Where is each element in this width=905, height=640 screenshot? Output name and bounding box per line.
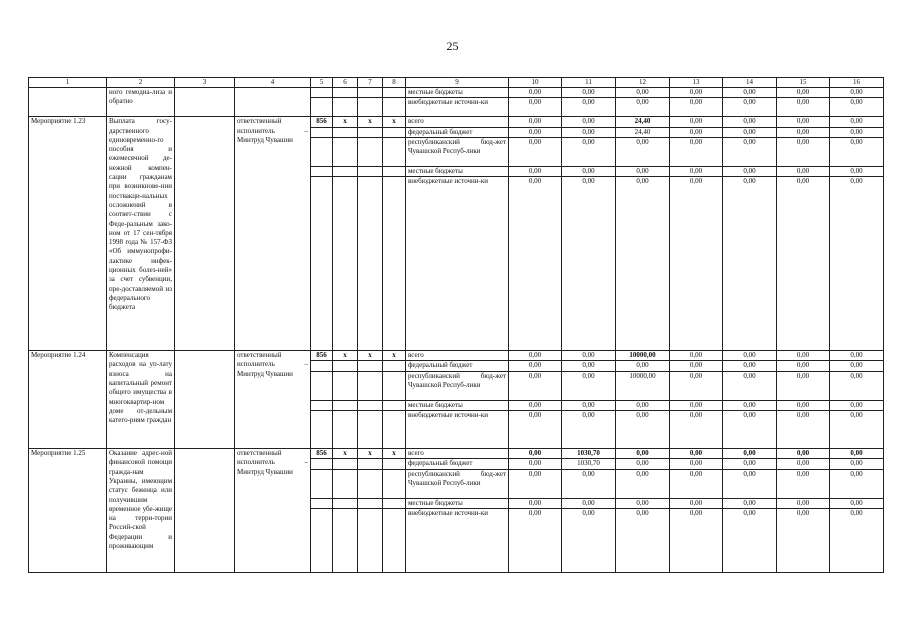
code-cell (383, 400, 406, 410)
value-cell: 0,00 (562, 400, 616, 410)
value-cell: 0,00 (616, 459, 670, 469)
value-cell: 0,00 (830, 88, 884, 98)
value-cell: 1030,70 (562, 449, 616, 459)
measure-description: Оказание адрес-ной финансовой помощи гражда-нам Украины, имеющим статус беженца или получившим временное убе-жище на терри-тории Россий-ской Федерации и проживающим (107, 449, 175, 573)
empty-cell (175, 449, 235, 573)
column-header: 5 (311, 78, 333, 88)
code-cell (358, 361, 383, 371)
value-cell: 0,00 (562, 361, 616, 371)
funding-source: республиканский бюд-жет Чувашской Респуб-лики (406, 371, 509, 400)
value-cell: 0,00 (670, 469, 723, 498)
funding-source: республиканский бюд-жет Чувашской Респуб-лики (406, 137, 509, 166)
value-cell: 0,00 (562, 88, 616, 98)
value-cell: 0,00 (830, 469, 884, 498)
code-cell (311, 127, 333, 137)
value-cell: 0,00 (562, 351, 616, 361)
value-cell: 0,00 (830, 449, 884, 459)
funding-source: внебюджетные источни-ки (406, 508, 509, 572)
value-cell: 0,00 (616, 498, 670, 508)
code-cell (333, 459, 358, 469)
value-cell: 0,00 (509, 88, 562, 98)
value-cell: 0,00 (670, 88, 723, 98)
value-cell: 0,00 (670, 508, 723, 572)
funding-source: республиканский бюд-жет Чувашской Респуб-лики (406, 469, 509, 498)
column-header: 11 (562, 78, 616, 88)
value-cell: 0,00 (830, 117, 884, 127)
value-cell: 0,00 (777, 498, 830, 508)
value-cell: 0,00 (777, 351, 830, 361)
value-cell: 0,00 (777, 137, 830, 166)
value-cell: 0,00 (670, 177, 723, 351)
value-cell: 0,00 (616, 400, 670, 410)
value-cell: 0,00 (777, 166, 830, 176)
value-cell: 0,00 (830, 459, 884, 469)
value-cell: 0,00 (562, 508, 616, 572)
funding-source: федеральный бюджет (406, 127, 509, 137)
table-row (29, 449, 884, 459)
table-row (29, 88, 884, 98)
value-cell: 0,00 (562, 137, 616, 166)
code-cell (333, 127, 358, 137)
value-cell: 0,00 (562, 177, 616, 351)
value-cell: 0,00 (670, 166, 723, 176)
value-cell: 0,00 (830, 137, 884, 166)
value-cell: 0,00 (509, 469, 562, 498)
measure-description: ного гемодиа-лиза и обратно (107, 88, 175, 117)
code-cell: х (333, 117, 358, 127)
code-cell (358, 371, 383, 400)
table-row (29, 117, 884, 127)
value-cell: 0,00 (509, 508, 562, 572)
funding-source: федеральный бюджет (406, 361, 509, 371)
code-cell (333, 88, 358, 98)
code-cell: х (383, 449, 406, 459)
value-cell: 0,00 (723, 166, 777, 176)
executor-cell (235, 88, 311, 117)
value-cell: 0,00 (616, 411, 670, 449)
value-cell: 0,00 (616, 137, 670, 166)
value-cell: 0,00 (670, 137, 723, 166)
value-cell: 0,00 (723, 137, 777, 166)
code-cell (383, 498, 406, 508)
value-cell: 0,00 (509, 127, 562, 137)
funding-source: местные бюджеты (406, 400, 509, 410)
code-cell: х (383, 117, 406, 127)
value-cell: 0,00 (670, 449, 723, 459)
measure-description: Выплата госу-дарственного единовременно-го пособия и ежемесячной де-нежной компен-сации гражданам при возникнове-нии поствакци-нальных осложнений в соответ-ствии с Феде-ральным зако-ном от 17 сен-тября 1998 года № 157-ФЗ «Об иммунопрофи-лактике инфек-ционных болез-ней» за счет субвенции, пре-доставляемой из федерального бюджета (107, 117, 175, 351)
column-header: 15 (777, 78, 830, 88)
funding-source: всего (406, 117, 509, 127)
value-cell: 0,00 (670, 371, 723, 400)
value-cell: 1030,70 (562, 459, 616, 469)
value-cell: 0,00 (616, 98, 670, 117)
code-cell (383, 98, 406, 117)
value-cell: 0,00 (830, 498, 884, 508)
code-cell (383, 137, 406, 166)
value-cell: 0,00 (830, 411, 884, 449)
budget-code: 856 (311, 117, 333, 127)
code-cell (333, 371, 358, 400)
code-cell (383, 508, 406, 572)
empty-cell (175, 88, 235, 117)
value-cell: 0,00 (830, 98, 884, 117)
value-cell: 0,00 (562, 127, 616, 137)
table-row (29, 351, 884, 361)
value-cell: 0,00 (830, 166, 884, 176)
value-cell: 0,00 (670, 459, 723, 469)
page-number: 25 (446, 39, 459, 53)
table-body (29, 88, 884, 573)
value-cell: 0,00 (509, 98, 562, 117)
value-cell: 0,00 (723, 508, 777, 572)
value-cell: 24,40 (616, 127, 670, 137)
code-cell: х (333, 449, 358, 459)
value-cell: 0,00 (562, 117, 616, 127)
value-cell: 0,00 (670, 411, 723, 449)
column-header: 8 (383, 78, 406, 88)
column-header: 12 (616, 78, 670, 88)
code-cell (311, 137, 333, 166)
code-cell (311, 166, 333, 176)
executor-cell: ответственный исполнитель – Минтруд Чувашии (235, 117, 311, 351)
funding-source: всего (406, 449, 509, 459)
executor-cell: ответственный исполнитель – Минтруд Чувашии (235, 351, 311, 449)
code-cell (383, 469, 406, 498)
value-cell: 0,00 (509, 498, 562, 508)
value-cell: 0,00 (723, 400, 777, 410)
code-cell (383, 127, 406, 137)
value-cell: 0,00 (509, 459, 562, 469)
value-cell: 0,00 (777, 469, 830, 498)
value-cell: 0,00 (777, 177, 830, 351)
code-cell (311, 411, 333, 449)
code-cell (358, 411, 383, 449)
budget-code: 856 (311, 449, 333, 459)
measure-id: Мероприятие 1.24 (29, 351, 107, 449)
value-cell: 0,00 (670, 400, 723, 410)
column-header: 10 (509, 78, 562, 88)
column-header: 13 (670, 78, 723, 88)
code-cell (358, 459, 383, 469)
value-cell: 0,00 (670, 98, 723, 117)
value-cell: 0,00 (562, 498, 616, 508)
empty-cell (175, 117, 235, 351)
value-cell: 0,00 (509, 371, 562, 400)
value-cell: 10000,00 (616, 371, 670, 400)
column-header: 7 (358, 78, 383, 88)
value-cell: 0,00 (723, 459, 777, 469)
value-cell: 0,00 (562, 411, 616, 449)
value-cell: 0,00 (723, 351, 777, 361)
value-cell: 0,00 (509, 411, 562, 449)
code-cell (358, 98, 383, 117)
value-cell: 0,00 (723, 127, 777, 137)
value-cell: 0,00 (777, 98, 830, 117)
value-cell: 0,00 (723, 177, 777, 351)
code-cell (383, 177, 406, 351)
column-header: 4 (235, 78, 311, 88)
value-cell: 0,00 (830, 371, 884, 400)
code-cell (383, 411, 406, 449)
value-cell: 0,00 (509, 400, 562, 410)
code-cell (311, 371, 333, 400)
value-cell: 0,00 (670, 498, 723, 508)
code-cell (333, 98, 358, 117)
funding-source: местные бюджеты (406, 166, 509, 176)
value-cell: 0,00 (777, 127, 830, 137)
column-header: 16 (830, 78, 884, 88)
value-cell: 0,00 (509, 351, 562, 361)
measure-id: Мероприятие 1.25 (29, 449, 107, 573)
value-cell: 0,00 (777, 88, 830, 98)
value-cell: 0,00 (777, 508, 830, 572)
code-cell (383, 361, 406, 371)
code-cell: х (358, 449, 383, 459)
value-cell: 0,00 (723, 361, 777, 371)
value-cell: 0,00 (777, 361, 830, 371)
value-cell: 0,00 (777, 411, 830, 449)
value-cell: 0,00 (616, 508, 670, 572)
value-cell: 0,00 (777, 459, 830, 469)
code-cell (358, 127, 383, 137)
budget-code: 856 (311, 351, 333, 361)
code-cell (383, 88, 406, 98)
value-cell: 0,00 (670, 361, 723, 371)
code-cell (358, 177, 383, 351)
code-cell (358, 166, 383, 176)
value-cell: 10000,00 (616, 351, 670, 361)
value-cell: 0,00 (723, 469, 777, 498)
value-cell: 0,00 (723, 411, 777, 449)
code-cell: х (358, 351, 383, 361)
value-cell: 0,00 (509, 166, 562, 176)
funding-source: всего (406, 351, 509, 361)
code-cell (383, 459, 406, 469)
value-cell: 0,00 (830, 508, 884, 572)
column-header: 14 (723, 78, 777, 88)
value-cell: 0,00 (616, 88, 670, 98)
funding-source: местные бюджеты (406, 498, 509, 508)
value-cell: 0,00 (670, 351, 723, 361)
code-cell (358, 469, 383, 498)
code-cell (333, 137, 358, 166)
code-cell (358, 400, 383, 410)
funding-source: внебюджетные источни-ки (406, 177, 509, 351)
measure-id: Мероприятие 1.23 (29, 117, 107, 351)
value-cell: 0,00 (777, 400, 830, 410)
budget-table (28, 77, 884, 573)
funding-source: местные бюджеты (406, 88, 509, 98)
code-cell: х (333, 351, 358, 361)
code-cell (311, 459, 333, 469)
value-cell: 0,00 (723, 449, 777, 459)
value-cell: 0,00 (562, 469, 616, 498)
code-cell (358, 88, 383, 98)
column-header: 6 (333, 78, 358, 88)
measure-id-cell (29, 88, 107, 117)
value-cell: 0,00 (670, 127, 723, 137)
code-cell (333, 411, 358, 449)
value-cell: 0,00 (509, 177, 562, 351)
value-cell: 0,00 (562, 98, 616, 117)
code-cell (311, 498, 333, 508)
column-header: 9 (406, 78, 509, 88)
value-cell: 0,00 (830, 400, 884, 410)
value-cell: 0,00 (562, 371, 616, 400)
value-cell: 0,00 (616, 449, 670, 459)
code-cell (311, 469, 333, 498)
code-cell (311, 88, 333, 98)
value-cell: 0,00 (509, 449, 562, 459)
code-cell (333, 508, 358, 572)
value-cell: 0,00 (777, 117, 830, 127)
code-cell (311, 177, 333, 351)
code-cell (311, 361, 333, 371)
column-header-row (29, 78, 884, 88)
code-cell (333, 361, 358, 371)
column-header: 3 (175, 78, 235, 88)
empty-cell (175, 351, 235, 449)
funding-source: внебюджетные источни-ки (406, 411, 509, 449)
value-cell: 0,00 (777, 371, 830, 400)
value-cell: 0,00 (723, 88, 777, 98)
value-cell: 0,00 (777, 449, 830, 459)
value-cell: 0,00 (616, 177, 670, 351)
value-cell: 0,00 (723, 98, 777, 117)
value-cell: 0,00 (670, 117, 723, 127)
code-cell (383, 166, 406, 176)
code-cell (333, 177, 358, 351)
value-cell: 24,40 (616, 117, 670, 127)
value-cell: 0,00 (616, 361, 670, 371)
code-cell (383, 371, 406, 400)
code-cell (358, 498, 383, 508)
code-cell (358, 137, 383, 166)
code-cell (333, 400, 358, 410)
column-header: 1 (29, 78, 107, 88)
value-cell: 0,00 (616, 469, 670, 498)
value-cell: 0,00 (509, 137, 562, 166)
code-cell (333, 469, 358, 498)
value-cell: 0,00 (616, 166, 670, 176)
funding-source: федеральный бюджет (406, 459, 509, 469)
value-cell: 0,00 (723, 117, 777, 127)
column-header: 2 (107, 78, 175, 88)
code-cell: х (383, 351, 406, 361)
executor-cell: ответственный исполнитель – Минтруд Чувашии (235, 449, 311, 573)
value-cell: 0,00 (830, 127, 884, 137)
code-cell (333, 166, 358, 176)
value-cell: 0,00 (562, 166, 616, 176)
code-cell (311, 98, 333, 117)
code-cell (333, 498, 358, 508)
value-cell: 0,00 (509, 361, 562, 371)
value-cell: 0,00 (830, 177, 884, 351)
funding-source: внебюджетные источни-ки (406, 98, 509, 117)
code-cell (311, 508, 333, 572)
code-cell: х (358, 117, 383, 127)
value-cell: 0,00 (830, 351, 884, 361)
code-cell (358, 508, 383, 572)
value-cell: 0,00 (509, 117, 562, 127)
value-cell: 0,00 (723, 498, 777, 508)
value-cell: 0,00 (723, 371, 777, 400)
measure-description: Компенсация расходов на уп-лату взноса на капитальный ремонт общего имущества в многоквартир-ном доме от-дельным катего-риям граждан (107, 351, 175, 449)
code-cell (311, 400, 333, 410)
value-cell: 0,00 (830, 361, 884, 371)
